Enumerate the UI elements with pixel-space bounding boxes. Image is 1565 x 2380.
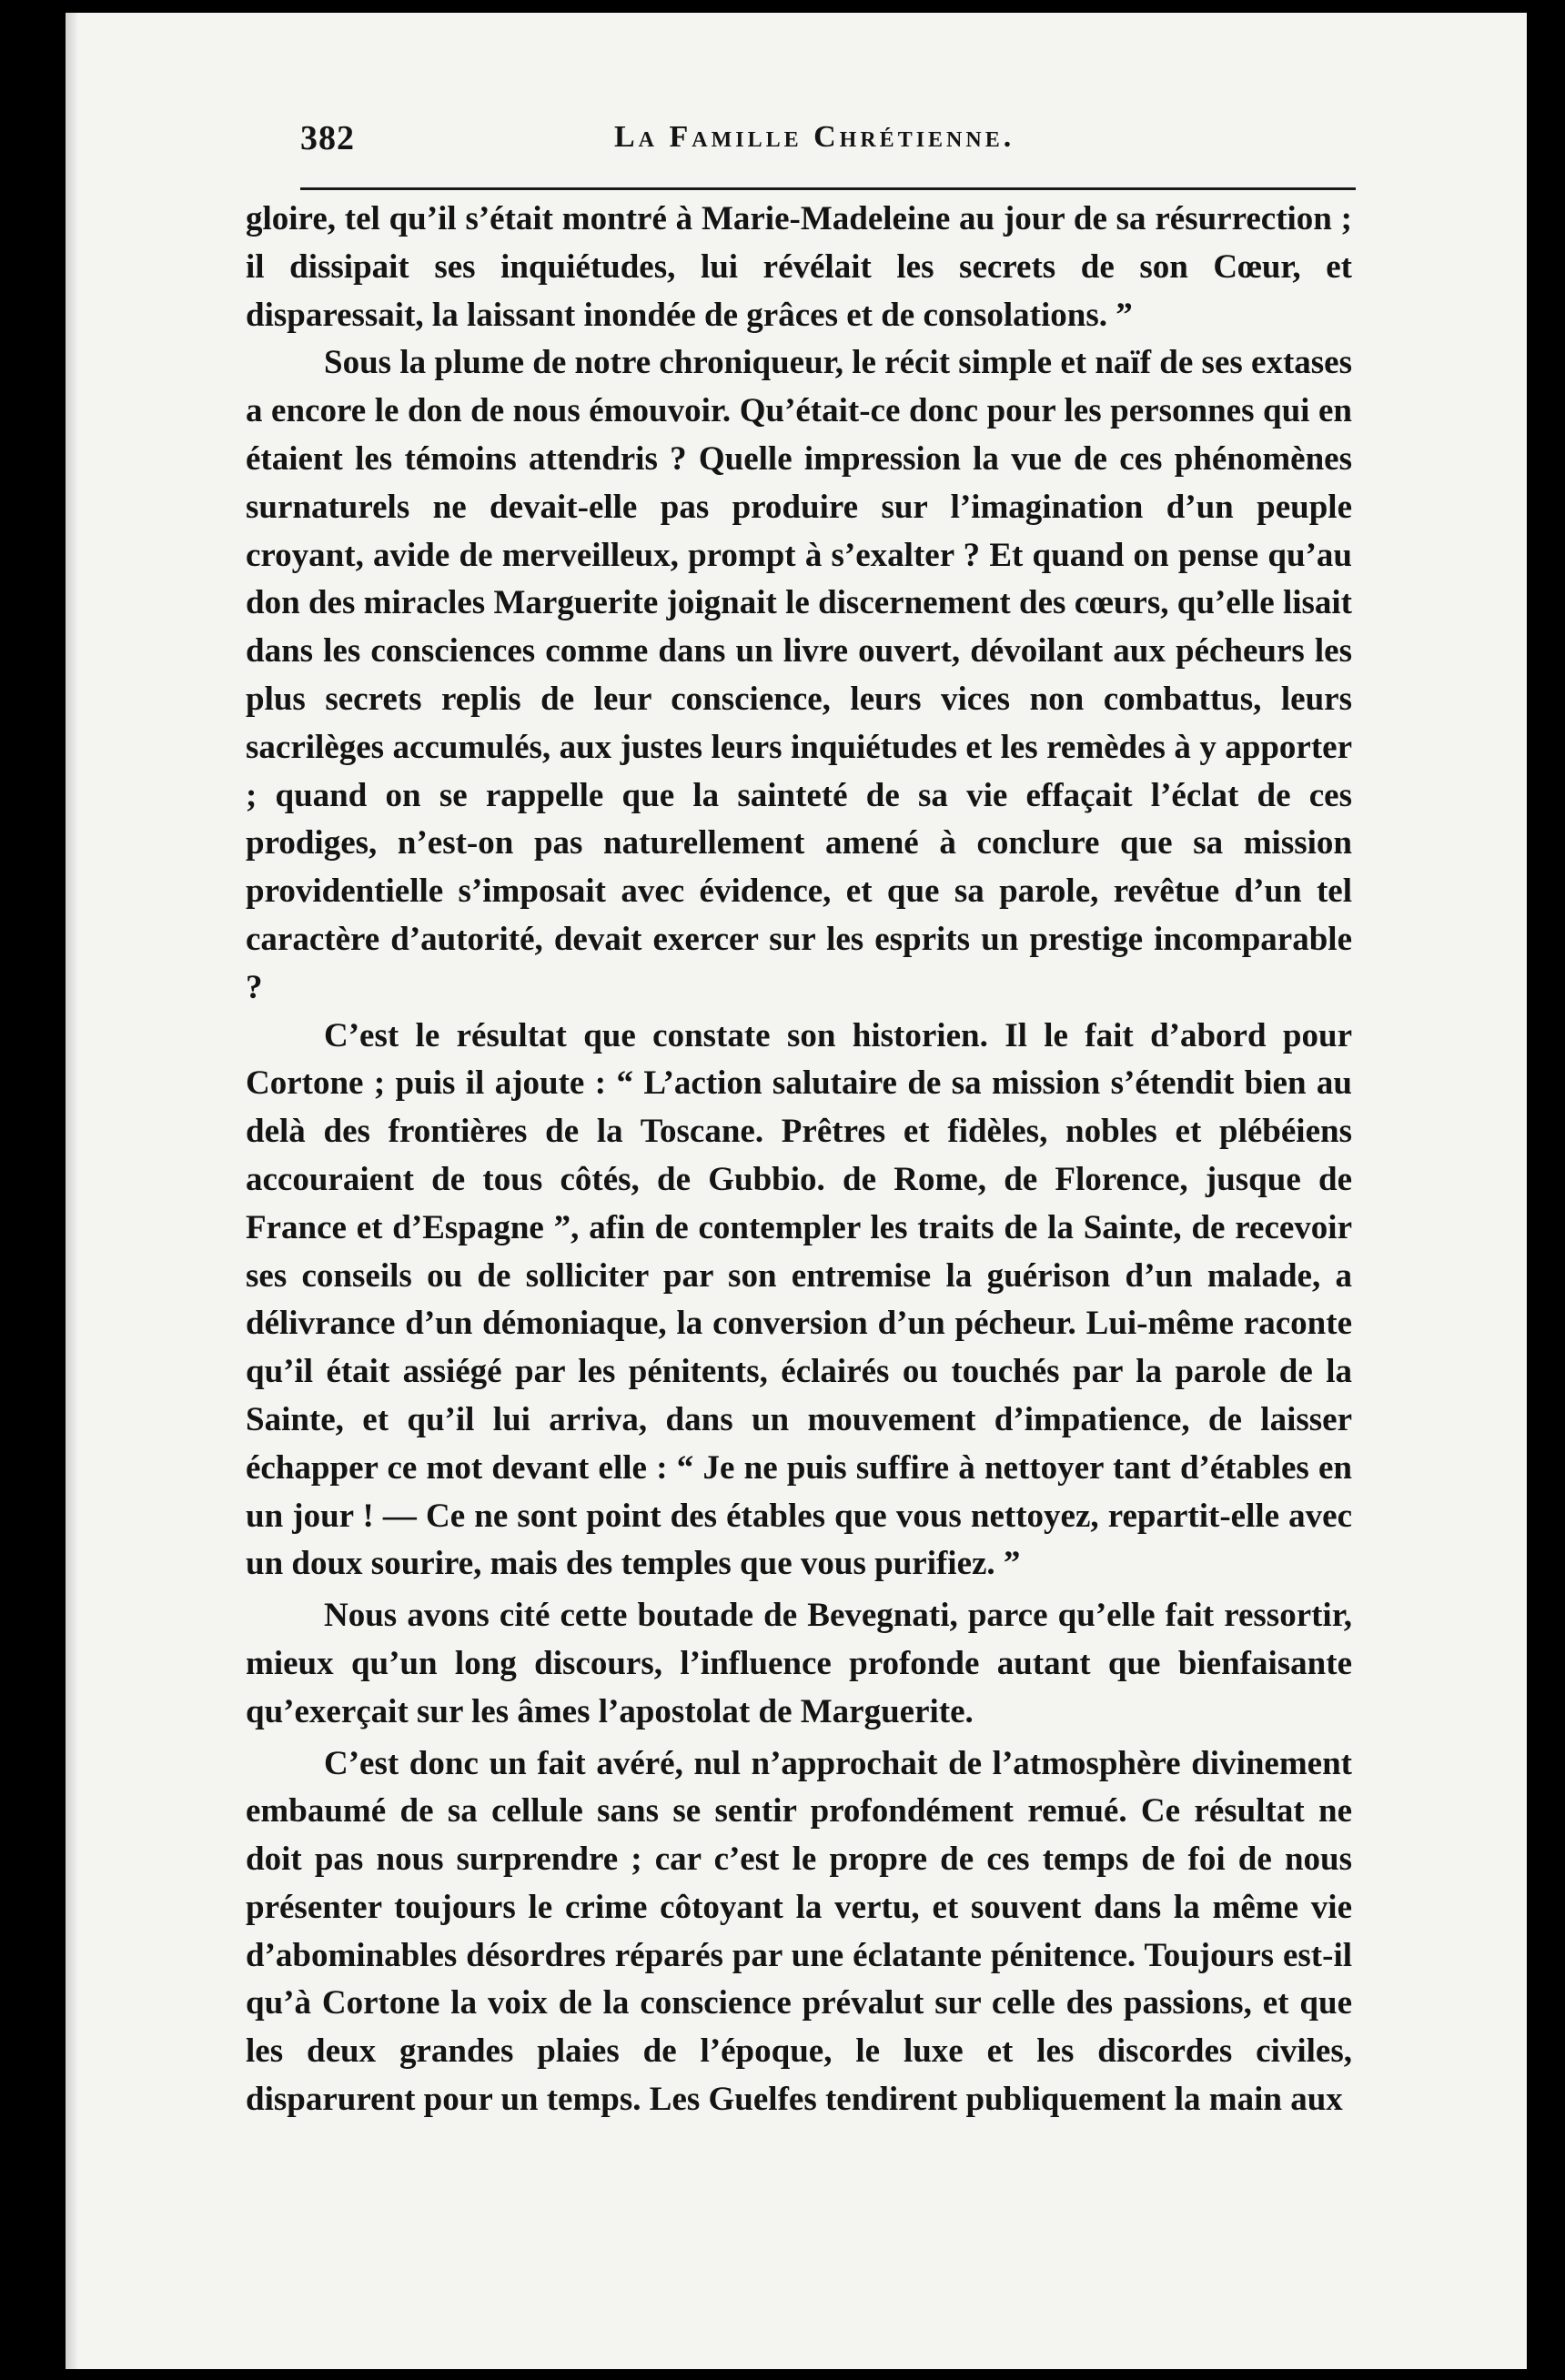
page-header xyxy=(300,118,1356,182)
page-edge-shadow xyxy=(66,13,78,2369)
running-title: La Famille Chrétienne. xyxy=(614,120,1015,154)
paragraph: C’est donc un fait avéré, nul n’approchait de l’atmosphère divinement embaumé de sa cellule sans se sentir profondément remué. Ce résultat ne doit pas nous surprendre ; car c’est le propre de ces temps de foi de nous présenter toujours le crime côtoyant la vertu, et souvent dans la même vie d’abominables désordres réparés par une éclatante pénitence. Toujours est-il qu’à Cortone la voix de la conscience prévalut sur celle des passions, et que les deux grandes plaies de l’époque, le luxe et les discordes civiles, disparurent pour un temps. Les Guelfes tendirent publiquement la main aux xyxy=(246,1744,1352,2119)
page-number: 382 xyxy=(300,119,355,157)
paragraph-continuation: gloire, tel qu’il s’était montré à Marie-Madeleine au jour de sa résurrection ; il dissipait ses inquiétudes, lui révélait les secrets de son Cœur, et disparessait, la laissant inondée de grâces et de consolations. ” xyxy=(246,200,1352,334)
body-text xyxy=(246,196,1352,2124)
paragraph: C’est le résultat que constate son historien. Il le fait d’abord pour Cortone ; puis il ajoute : “ L’action salutaire de sa mission s’étendit bien au delà des frontières de la Toscane. Prêtres et fidèles, nobles et plébéiens accouraient de tous côtés, de Gubbio. de Rome, de Florence, jusque de France et d’Espagne ”, afin de contempler les traits de la Sainte, de recevoir ses conseils ou de solliciter par son entremise la guérison d’un malade, a délivrance d’un démoniaque, la conversion d’un pécheur. Lui-même raconte qu’il était assiégé par les pénitents, éclairés ou touchés par la parole de la Sainte, et qu’il lui arriva, dans un mouvement d’impatience, de laisser échapper ce mot devant elle : “ Je ne puis suffire à nettoyer tant d’étables en un jour ! — Ce ne sont point des étables que vous nettoyez, repartit-elle avec un doux sourire, mais des temples que vous purifiez. ” xyxy=(246,1016,1352,1583)
header-rule xyxy=(300,187,1356,190)
paragraph: Nous avons cité cette boutade de Bevegnati, parce qu’elle fait ressortir, mieux qu’un long discours, l’influence profonde autant que bienfaisante qu’exerçait sur les âmes l’apostolat de Marguerite. xyxy=(246,1597,1352,1730)
paragraph: Sous la plume de notre chroniqueur, le récit simple et naïf de ses extases a encore le don de nous émouvoir. Qu’était-ce donc pour les personnes qui en étaient les témoins attendris ? Quelle impression la vue de ces phénomènes surnaturels ne devait-elle pas produire sur l’imagination d’un peuple croyant, avide de merveilleux, prompt à s’exalter ? Et quand on pense qu’au don des miracles Marguerite joignait le discernement des cœurs, qu’elle lisait dans les consciences comme dans un livre ouvert, dévoilant aux pécheurs les plus secrets replis de leur conscience, leurs vices non combattus, leurs sacrilèges accumulés, aux justes leurs inquiétudes et les remèdes à y apporter ; quand on se rappelle que la sainteté de sa vie effaçait l’éclat de ces prodiges, n’est-on pas naturellement amené à conclure que sa mission providentielle s’imposait avec évidence, et que sa parole, revêtue d’un tel caractère d’autorité, devait exercer sur les esprits un prestige incomparable ? xyxy=(246,344,1352,1006)
